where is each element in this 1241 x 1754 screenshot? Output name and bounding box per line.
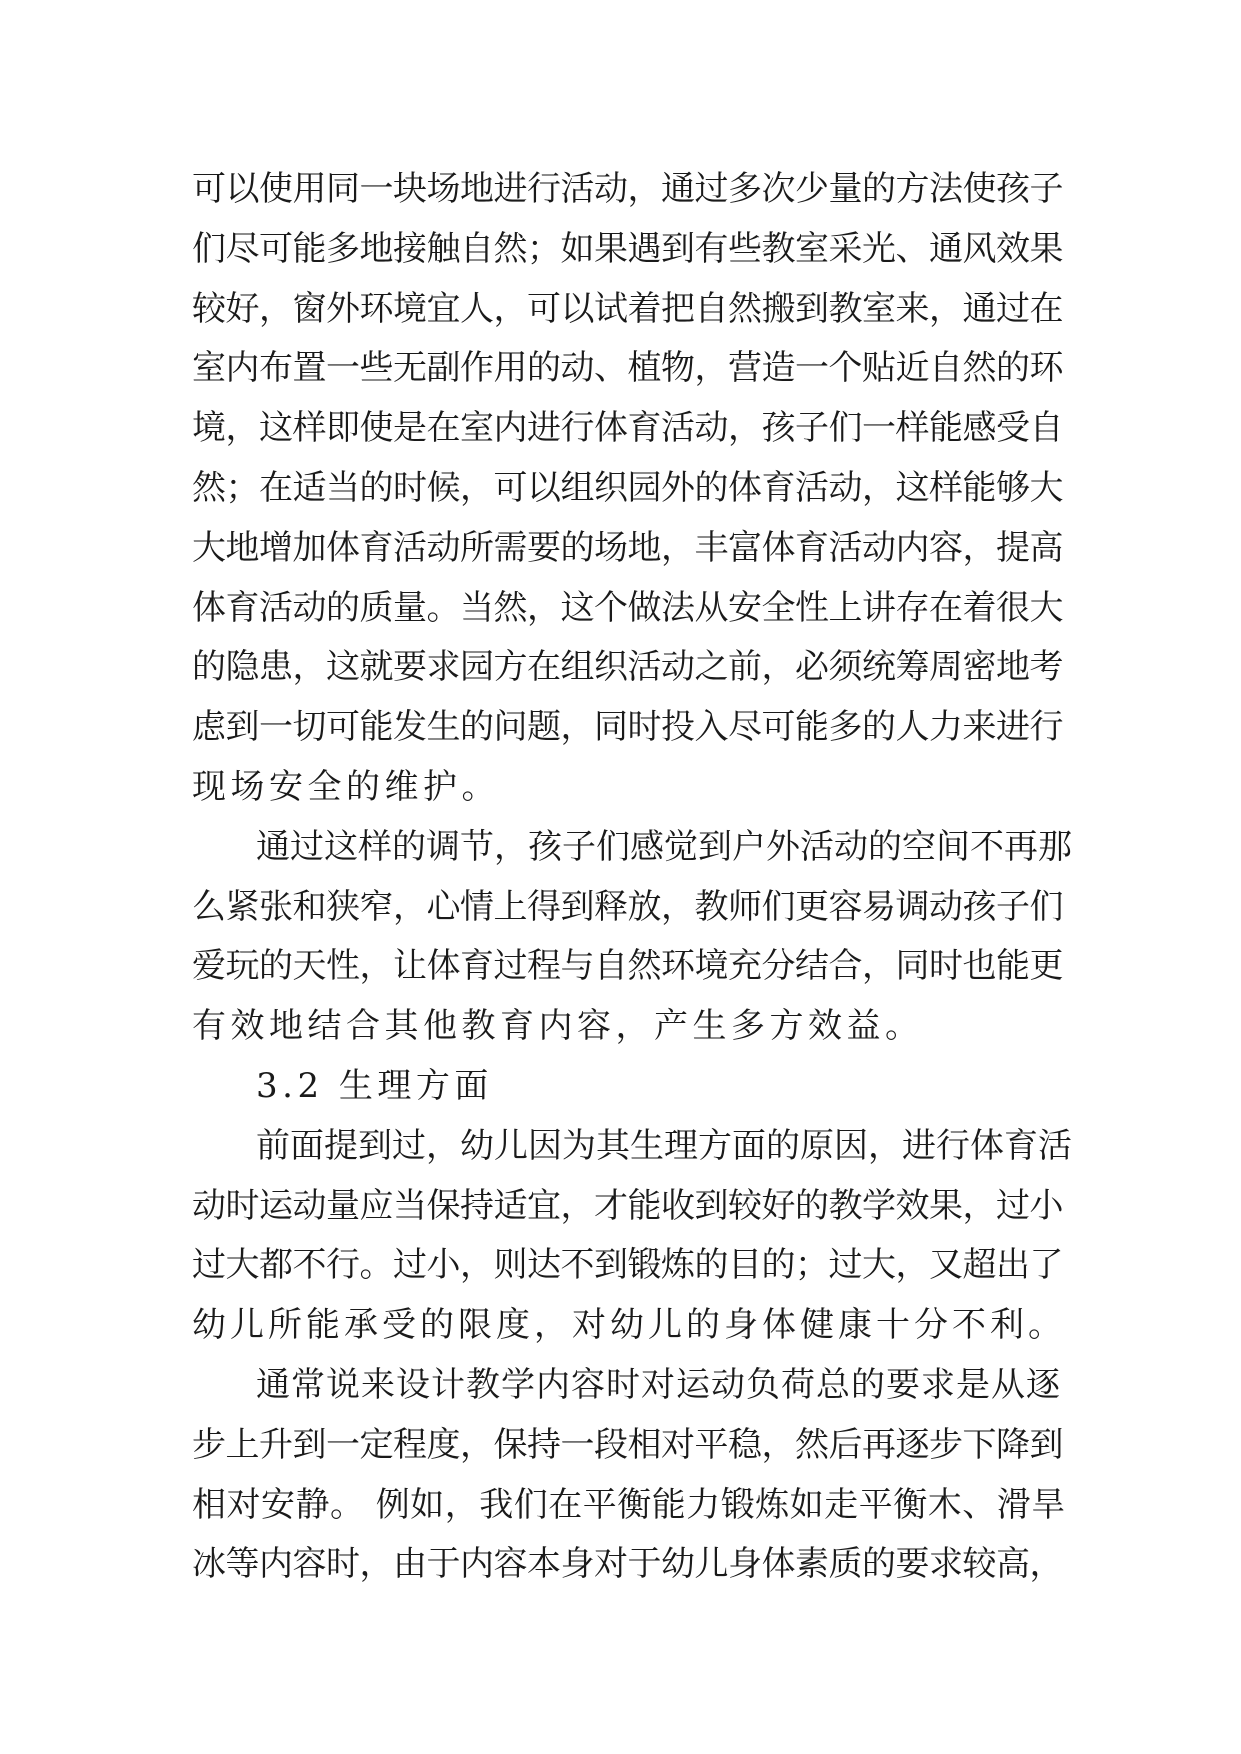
text-line: 步上升到一定程度，保持一段相对平稳，然后再逐步下降到: [192, 1424, 1063, 1465]
text-line: 过大都不行。过小，则达不到锻炼的目的；过大，又超出了: [192, 1245, 1063, 1286]
text-line: 的隐患，这就要求园方在组织活动之前，必须统筹周密地考: [192, 647, 1063, 688]
paragraph-first-line: 通过这样的调节，孩子们感觉到户外活动的空间不再那: [256, 826, 1072, 867]
text-line: 可以使用同一块场地进行活动，通过多次少量的方法使孩子: [192, 169, 1063, 209]
text-line: 们尽可能多地接触自然；如果遇到有些教室采光、通风效果: [192, 228, 1063, 269]
text-line: 幼儿所能承受的限度，对幼儿的身体健康十分不利。: [192, 1305, 1066, 1346]
section-heading: 3.2 生理方面: [256, 1065, 493, 1106]
text-line: 然；在适当的时候，可以组织园外的体育活动，这样能够大: [192, 467, 1063, 508]
text-line: 爱玩的天性，让体育过程与自然环境充分结合，同时也能更: [192, 946, 1063, 987]
text-line: 室内布置一些无副作用的动、植物，营造一个贴近自然的环: [192, 348, 1063, 389]
body-text: [192, 160, 1072, 1595]
text-line: 较好，窗外环境宜人，可以试着把自然搬到教室来，通过在: [192, 288, 1063, 329]
text-line: 虑到一切可能发生的问题，同时投入尽可能多的人力来进行: [192, 707, 1063, 748]
text-line: 么紧张和狭窄，心情上得到释放，教师们更容易调动孩子们: [192, 886, 1063, 927]
text-line: 境，这样即使是在室内进行体育活动，孩子们一样能感受自: [192, 408, 1063, 449]
text-line: 相对安静。 例如，我们在平衡能力锻炼如走平衡木、滑旱: [192, 1484, 1066, 1525]
text-line: 冰等内容时，由于内容本身对于幼儿身体素质的要求较高，: [192, 1544, 1063, 1585]
text-line: 有效地结合其他教育内容，产生多方效益。: [192, 1006, 924, 1047]
text-line: 大地增加体育活动所需要的场地，丰富体育活动内容，提高: [192, 527, 1063, 568]
text-line: 现场安全的维护。: [192, 766, 500, 807]
paragraph-first-line: 前面提到过，幼儿因为其生理方面的原因，进行体育活: [256, 1125, 1072, 1166]
paragraph-first-line: 通常说来设计教学内容时对运动负荷总的要求是从逐: [256, 1364, 1061, 1405]
text-line: 动时运动量应当保持适宜，才能收到较好的教学效果，过小: [192, 1185, 1063, 1226]
text-line: 体育活动的质量。当然，这个做法从安全性上讲存在着很大: [192, 587, 1063, 628]
